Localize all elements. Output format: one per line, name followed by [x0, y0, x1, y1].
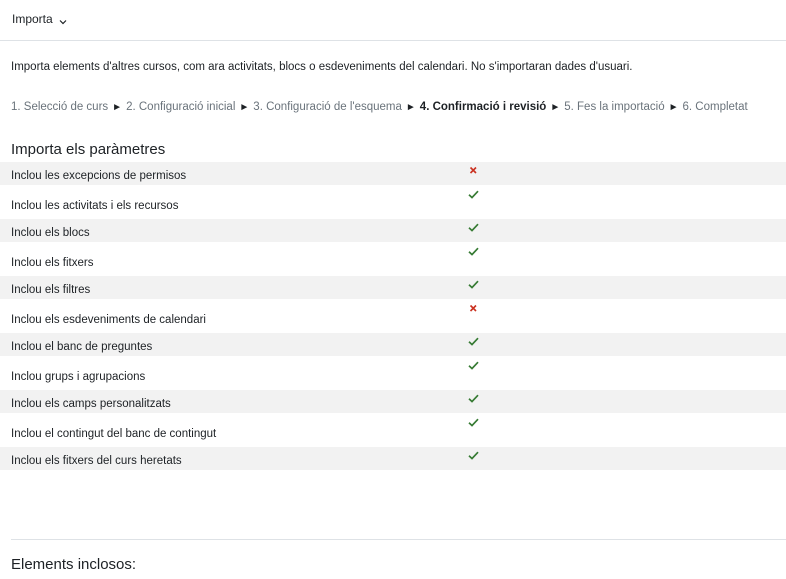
chevron-down-icon — [59, 15, 67, 23]
step-current: 4. Confirmació i revisió — [419, 101, 547, 113]
step-item: 5. Fes la importació — [564, 101, 665, 113]
setting-row — [0, 162, 786, 185]
intro-text: Importa elements d'altres cursos, com ara activitats, blocs o esdeveniments del calendari. No s'importaran dades d'usuari. — [11, 61, 633, 73]
setting-row — [0, 242, 786, 276]
step-item: 1. Selecció de curs — [11, 101, 109, 113]
check-icon — [468, 393, 479, 404]
check-icon — [468, 417, 479, 428]
check-icon — [468, 336, 479, 347]
step-item: 3. Configuració de l'esquema — [253, 101, 402, 113]
setting-label: Inclou els camps personalitzats — [11, 398, 171, 410]
import-settings-list — [0, 162, 786, 470]
cross-icon — [468, 165, 479, 176]
divider — [11, 539, 786, 540]
step-separator-icon: ► — [405, 102, 416, 113]
included-items-title: Elements inclosos: — [11, 556, 137, 573]
step-item: 2. Configuració inicial — [126, 101, 236, 113]
check-icon — [468, 246, 479, 257]
setting-row — [0, 185, 786, 219]
setting-label: Inclou les excepcions de permisos — [11, 170, 187, 182]
setting-label: Inclou grups i agrupacions — [11, 371, 146, 383]
check-icon — [468, 222, 479, 233]
section-title: Importa els paràmetres — [11, 141, 166, 158]
step-separator-icon: ► — [550, 102, 561, 113]
import-progress-steps — [11, 101, 748, 113]
setting-label: Inclou el banc de preguntes — [11, 341, 153, 353]
setting-label: Inclou els fitxers del curs heretats — [11, 455, 182, 467]
setting-label: Inclou el contingut del banc de contingut — [11, 428, 217, 440]
step-separator-icon: ► — [668, 102, 679, 113]
check-icon — [468, 360, 479, 371]
import-menu-button[interactable] — [12, 12, 67, 26]
import-menu-label: Importa — [12, 12, 53, 26]
import-menu-bar — [0, 0, 786, 41]
setting-row — [0, 219, 786, 242]
check-icon — [468, 279, 479, 290]
setting-label: Inclou els blocs — [11, 227, 90, 239]
setting-row — [0, 390, 786, 413]
check-icon — [468, 189, 479, 200]
check-icon — [468, 450, 479, 461]
setting-row — [0, 447, 786, 470]
setting-row — [0, 333, 786, 356]
cross-icon — [468, 303, 479, 314]
setting-row — [0, 299, 786, 333]
step-separator-icon: ► — [239, 102, 250, 113]
setting-label: Inclou els filtres — [11, 284, 91, 296]
step-item: 6. Completat — [682, 101, 748, 113]
setting-row — [0, 413, 786, 447]
step-separator-icon: ► — [112, 102, 123, 113]
setting-row — [0, 276, 786, 299]
setting-label: Inclou els fitxers — [11, 257, 94, 269]
setting-row — [0, 356, 786, 390]
setting-label: Inclou les activitats i els recursos — [11, 200, 179, 212]
setting-label: Inclou els esdeveniments de calendari — [11, 314, 206, 326]
